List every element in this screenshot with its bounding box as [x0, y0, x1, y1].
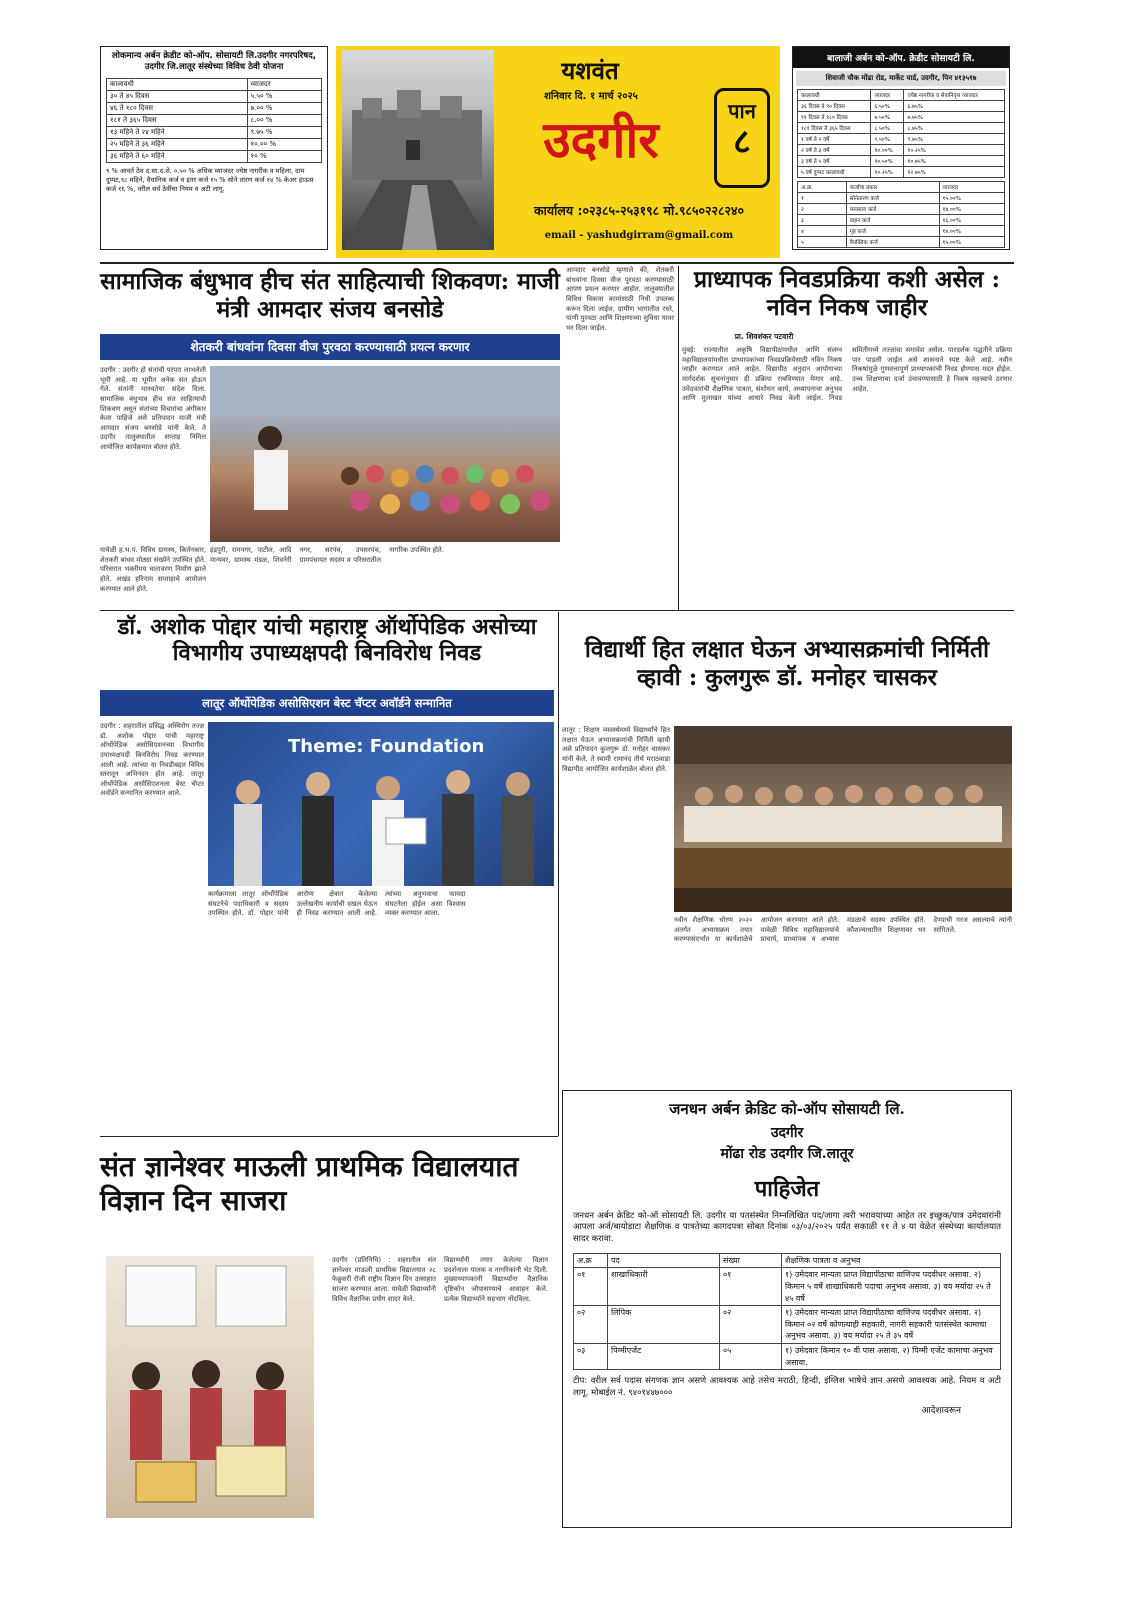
lokmanya-col-rate: व्याजदर — [247, 78, 321, 90]
lokmanya-ad-note: ९ % आवर्त ठेव द.सा.द.शे. ०.५० % अधिक व्याजदर ज्येष्ठ नागरीक व महिला, दाम दुप्पट,९८ महिने, वैधानिक कर्ज व इतर कर्ज १५ % सोने तारण कर्ज १४ % केअर हाऊस कर्ज १६ %, वरील सर्व ठेवींचा नियम व अटी लागू. — [106, 166, 314, 193]
jobs-ad-title: जनधन अर्बन क्रेडिट को-ऑप सोसायटी लि. — [669, 1100, 905, 1118]
page-number-box — [714, 88, 770, 188]
table-row: ३६ महिने ते ६० महिने १० % — [107, 150, 322, 162]
students-illustration — [106, 1256, 314, 1518]
jobs-ad-address: मोंढा रोड उदगीर जि.लातूर — [720, 1146, 854, 1162]
balaji-deposit-table: कालावधी व्याजदर ज्येष्ठ नागरीक व सेवानिवृत्त व्याजदर ३६ दिवस ते ९० दिवस ६.५०% ६.७५% ९१ दिवस ते १८० दिवस ७.५०% ७.७५% १८१ दिवस ते ३६५ दिवस ८.५०% ८.७५% १ वर्ष ते २ वर्षे ९.५०% ९.७५% २ वर्ष ते ३ वर्षे १०.००% १०.२५% ३ वर्ष ते ५ वर्षे १०.५०% १०.७५% ५ वर्ष दुप्पट कालावधी १०.२५% १२.७५% — [797, 89, 1005, 178]
table-row: ०३ पिग्मीएजेंट ०५ १) उमेदवार किमान १० वी पास असावा. २) पिग्मी एजेंट कामाचा अनुभव असावा. — [574, 1343, 1001, 1369]
mid-divider-2 — [100, 1136, 558, 1137]
article1-body-left: उदगीर : उदगीर हो संतांची परंपरा लाभलेली भूमी आहे. या भूमीत अनेक संत होऊन गेले. संतांनी मानवतेचा संदेश दिला. सामाजिक बंधुभाव हीच संत साहित्याची शिकवण असून संतांच्या विचारांचा अंगीकार केला पाहिजे असे प्रतिपादन माजी मंत्री आमदार संजय बनसोडे यांनी केले. ते उदगीर तालुक्यातील सप्ताह निमित्त आयोजित कार्यक्रमात बोलत होते. — [100, 366, 206, 452]
table-row: १८१ दिवस ते ३६५ दिवस ८.५०% ८.७५% — [798, 123, 1005, 134]
table-row: २ वर्ष ते ३ वर्षे १०.००% १०.२५% — [798, 145, 1005, 156]
lokmanya-ad-title: लोकमान्य अर्बन क्रेडीट को-ऑप. सोसायटी लि.उदगीर नगरपरिषद, उदगीर जि.लातूर संस्थेच्या विविध ठेवी योजना — [112, 51, 316, 73]
masthead-email: email - yashudgirram@gmail.com — [544, 230, 734, 241]
article2-byline: प्रा. शिवशंकर पटवारी — [734, 332, 794, 341]
jandhan-jobs-ad — [562, 1090, 1012, 1528]
table-row: १८१ ते ३६५ दिवस ८.०० % — [107, 114, 322, 126]
article5-headline: संत ज्ञानेश्वर माऊली प्राथमिक विद्यालयात विज्ञान दिन साजरा — [100, 1150, 519, 1217]
award-illustration — [208, 722, 554, 886]
masthead-date: शनिवार दि. १ मार्च २०२५ — [544, 91, 638, 102]
table-row: ५ वर्ष दुप्पट कालावधी १०.२५% १२.७५% — [798, 167, 1005, 178]
article1-caption: इंद्रपुरी, रामनगर, पाटील, आदि मान्यवर, ग्रामस्थ मंडळ, शिवनेरी नगर, सरपंच, उपसरपंच, ग्रामपंचायत सदस्य व परिसरातील नागरिक उपस्थित होते. — [210, 546, 444, 564]
top-divider — [100, 262, 1014, 264]
table-row: ३० ते ४५ दिवस ५.५० % — [107, 90, 322, 102]
article4-body-right: नवीन शैक्षणिक धोरण २०२० अंतर्गत अभ्यासक्रम तयार करण्यासंदर्भात या कार्यशाळेचे आयोजन करण्यात आले होते. यावेळी विविध महाविद्यालयांचे प्राचार्य, प्राध्यापक व अभ्यास मंडळाचे सदस्य उपस्थित होते. कौशल्याधारित शिक्षणावर भर देण्याची गरज असल्याचे त्यांनी सांगितले. — [674, 916, 1012, 944]
table-row: १ सोनेतारण कर्ज १५.००% — [798, 193, 1005, 204]
balaji-loan-table: अ.क्र. कर्जाचा प्रकार व्याजदर १ सोनेतारण कर्ज १५.००% २ व्यवसाय कर्ज १४.००% ३ वाहन कर्ज १६.००% ४ गृह कर्ज १४.००% ५ वैयक्तिक कर्ज १५.००% — [797, 181, 1005, 248]
jobs-ad-intro: जनधन अर्बन क्रेडिट को-ऑ सोसायटी लि. उदगीर या पतसंस्थेत निम्नलिखित पद/जागा त्वरी भरावयाच्या आहेत तर इच्छुक/पात्र उमेदवारांनी आपला अर्ज/बायोडाटा शैक्षणिक व पात्रतेच्या कागदपत्रा सोबत दिनांक ०३/०३/२०२५ पर्यंत सकाळी ११ ते ४ या वेळेत संस्थेच्या कार्यालयात सादर करावा. — [573, 1211, 1001, 1244]
article3-body-right: कार्यक्रमाला लातूर ऑर्थोपेडिक संघटनेचे पदाधिकारी व सदस्य उपस्थित होते. डॉ. पोद्दार यांनी आरोग्य क्षेत्रात केलेल्या उल्लेखनीय कार्याची दखल घेऊन ही निवड करण्यात आली आहे. त्यांच्या अनुभवाचा फायदा संघटनेला होईल असा विश्वास व्यक्त करण्यात आला. — [208, 890, 466, 918]
fort-illustration — [342, 50, 494, 250]
article1-body-mid: यावेळी ह.भ.प. विविध ग्रामस्थ, किर्तनकार, शेतकरी बांधव मोठ्या संख्येने उपस्थित होते. परिसरात भक्तीमय वातावरण निर्माण झाले होते. अखंड हरिनाम सप्ताहाचे आयोजन करण्यात आले होते. — [100, 546, 206, 593]
fort-photo — [342, 50, 494, 250]
table-row: ४६ ते १८० दिवस ७.०० % — [107, 102, 322, 114]
crowd-illustration — [210, 366, 560, 542]
masthead — [336, 46, 780, 258]
masthead-office: कार्यालय :०२३८५-२५३१९८ मो.९८५०२२८२४० — [534, 203, 744, 218]
table-row: ३६ दिवस ते ९० दिवस ६.५०% ६.७५% — [798, 101, 1005, 112]
balaji-ad-title: बालाजी अर्बन को-ऑप. क्रेडीट सोसायटी लि. — [793, 47, 1009, 68]
article3-subhead: लातूर ऑर्थोपेडिक असोसिएशन बेस्ट चॅप्टर अवॉर्डने सन्मानित — [100, 690, 554, 716]
article1-subhead: शेतकरी बांधवांना दिवसा वीज पुरवठा करण्यासाठी प्रयत्न करणार — [100, 334, 560, 360]
lokmanya-col-period: कालावधी — [107, 78, 248, 90]
jobs-table: अ.क्र पद संख्या शैक्षणिक पात्रता व अनुभव ०१ शाखाधिकारी ०१ १) उमेदवार मान्यता प्राप्त विद्यापीठाचा वाणिज्य पदवीधर असावा. २) किमान ५ वर्षे शाखाधिकारी पदाचा अनुभव असावा. ३) वय मर्यादा २५ ते ४५ वर्षे ०२ लिपिक ०२ १) उमेदवार मान्यता प्राप्त विद्यापीठाचा वाणिज्य पदवीधर असावा. २) किमान ०२ वर्षे कोणत्याही सहकारी, नागरी सहकारी पतसंस्थेत कामाचा अनुभव असावा. ३) वय मर्यादा २५ ते ३५ वर्षे ०३ पिग्मीएजेंट ०५ १) उमेदवार किमान १० वी पास असावा. २) पिग्मी एजेंट कामाचा अनुभव असावा. — [573, 1253, 1001, 1370]
table-row: ४ गृह कर्ज १४.००% — [798, 226, 1005, 237]
table-row: ३ वाहन कर्ज १६.००% — [798, 215, 1005, 226]
jobs-ad-note: टीप: वरील सर्व पदास संगणक ज्ञान असणे आवश्यक आहे तसेच मराठी, हिन्दी, इंग्लिश भाषेचे ज्ञान असणे आवश्यक आहे. नियम व अटी लागू. मोबाईल नं. ९४०१४४७००० — [573, 1376, 1001, 1398]
article1-photo — [210, 366, 560, 542]
article5-body-left: उदगीर (प्रतिनिधि) : शहरातील संत ज्ञानेश्वर माऊली प्राथमिक विद्यालयात २८ फेब्रुवारी रोजी राष्ट्रीय विज्ञान दिन उत्साहात साजरा करण्यात आला. यावेळी विद्यार्थ्यांनी विविध वैज्ञानिक प्रयोग सादर केले. — [332, 1256, 436, 1303]
vertical-divider-1 — [678, 266, 679, 610]
balaji-ad-address: शिवाजी चौक मोंढा रोड, मार्केट यार्ड, उदगीर, पिन ४१३५१७ — [796, 71, 1006, 86]
masthead-city: उदगीर — [543, 110, 659, 169]
article4-headline: विद्यार्थी हित लक्षात घेऊन अभ्यासक्रमांची निर्मिती व्हावी : कुलगुरू डॉ. मनोहर चासकर — [584, 636, 990, 691]
table-row: ५ वैयक्तिक कर्ज १५.००% — [798, 237, 1005, 248]
article3-photo-banner: Theme: Foundation — [288, 736, 485, 757]
table-row: २५ महिने ते ३६ महिने १०.०० % — [107, 138, 322, 150]
table-row: ९१ दिवस ते १८० दिवस ७.५०% ७.७५% — [798, 112, 1005, 123]
meeting-illustration — [674, 726, 1012, 912]
table-row: ०२ लिपिक ०२ १) उमेदवार मान्यता प्राप्त विद्यापीठाचा वाणिज्य पदवीधर असावा. २) किमान ०२ वर्षे कोणत्याही सहकारी, नागरी सहकारी पतसंस्थेत कामाचा अनुभव असावा. ३) वय मर्यादा २५ ते ३५ वर्षे — [574, 1306, 1001, 1344]
article5-photo — [106, 1256, 314, 1518]
balaji-ad — [792, 46, 1010, 250]
article5-body-right: विद्यार्थ्यांनी तयार केलेल्या विज्ञान प्रदर्शनाला पालक व नागरिकांनी भेट दिली. मुख्याध्यापकांनी विद्यार्थ्यांना वैज्ञानिक दृष्टिकोन जोपासण्याचे आवाहन केले. प्रत्येक विद्यार्थ्याने सहभाग नोंदविला. — [444, 1256, 548, 1303]
jobs-ad-city: उदगीर — [770, 1125, 804, 1141]
jobs-ad-footer: आदेशावरून — [921, 1406, 961, 1417]
article3-photo — [208, 722, 554, 886]
jobs-ad-heading: पाहिजेत — [754, 1176, 820, 1202]
article2-headline: प्राध्यापक निवडप्रक्रिया कशी असेल : नविन निकष जाहीर — [693, 266, 1001, 321]
page-label: पान — [728, 99, 756, 123]
table-row: १ वर्ष ते २ वर्षे ९.५०% ९.७५% — [798, 134, 1005, 145]
article2-body: मुंबई: राज्यातील अकृषि विद्यापीठांमधील आणि संलग्न महाविद्यालयांमधील प्राध्यापकांच्या निवडप्रक्रियेसाठी नविन निकष जाहीर करण्यात आले आहेत. विद्यापीठ अनुदान आयोगाच्या मार्गदर्शक सूचनांनुसार ही प्रक्रिया राबविण्यात येणार आहे. उमेदवारांची शैक्षणिक पात्रता, संशोधन कार्य, अध्यापनाचा अनुभव आणि मुलाखत यांच्या आधारे निवड केली जाईल. निवड समितीमध्ये तज्ज्ञांचा समावेश असेल. पारदर्शक पद्धतीने प्रक्रिया पार पाडली जाईल असे शासनाने स्पष्ट केले आहे. नवीन निकषांमुळे गुणवत्तापूर्ण प्राध्यापकांची निवड होण्यास मदत होईल. उच्च शिक्षणाचा दर्जा उंचावण्यासाठी हे निकष महत्त्वाचे ठरणार आहेत. — [682, 346, 1012, 403]
article4-photo — [674, 726, 1012, 912]
lokmanya-rate-table — [106, 78, 322, 163]
masthead-brand: यशवंत — [561, 56, 619, 85]
vertical-divider-2 — [558, 612, 559, 1136]
page-number: ८ — [733, 122, 751, 162]
lokmanya-ad — [100, 46, 328, 250]
table-row: ३ वर्ष ते ५ वर्षे १०.५०% १०.७५% — [798, 156, 1005, 167]
mid-divider-1 — [100, 610, 1014, 611]
table-row: ०१ शाखाधिकारी ०१ १) उमेदवार मान्यता प्राप्त विद्यापीठाचा वाणिज्य पदवीधर असावा. २) किमान ५ वर्षे शाखाधिकारी पदाचा अनुभव असावा. ३) वय मर्यादा २५ ते ४५ वर्षे — [574, 1268, 1001, 1306]
table-row: १३ महिने ते २४ महिने ९.७५ % — [107, 126, 322, 138]
article1-body-right: आमदार बनसोडे म्हणाले की, शेतकरी बांधवांना दिवसा वीज पुरवठा करण्यासाठी आपण प्रयत्न करणार आहोत. तालुक्यातील विविध विकास कामांसाठी निधी उपलब्ध करून दिला जाईल. ग्रामीण भागातील रस्ते, पाणी पुरवठा आणि शिक्षणाच्या सुविधा यावर भर दिला जाईल. — [566, 266, 674, 332]
article4-body-left: लातूर : शिक्षण व्यवस्थेमध्ये विद्यार्थ्यांचे हित लक्षात घेऊन अभ्यासक्रमांची निर्मिती व्हावी असे प्रतिपादन कुलगुरू डॉ. मनोहर चासकर यांनी केले. ते स्वामी रामानंद तीर्थ मराठवाडा विद्यापीठ आयोजित कार्यशाळेत बोलत होते. — [562, 726, 670, 773]
article3-headline: डॉ. अशोक पोद्दार यांची महाराष्ट्र ऑर्थोपेडिक असोच्या विभागीय उपाध्यक्षपदी बिनविरोध निवड — [117, 614, 537, 667]
article3-body-left: उदगीर : शहरातील प्रसिद्ध अस्थिरोग तज्ज्ञ डॉ. अशोक पोद्दार यांची महाराष्ट्र ऑर्थोपेडिक असोसिएशनच्या विभागीय उपाध्यक्षपदी बिनविरोध निवड करण्यात आली आहे. त्यांच्या या निवडीबद्दल विविध स्तरातून अभिनंदन होत आहे. लातूर ऑर्थोपेडिक असोसिएशनला बेस्ट चॅप्टर अवॉर्डने सन्मानित करण्यात आले. — [100, 722, 204, 798]
article1-headline: सामाजिक बंधुभाव हीच संत साहित्याची शिकवण: माजी मंत्री आमदार संजय बनसोडे — [100, 268, 560, 323]
table-row: २ व्यवसाय कर्ज १४.००% — [798, 204, 1005, 215]
